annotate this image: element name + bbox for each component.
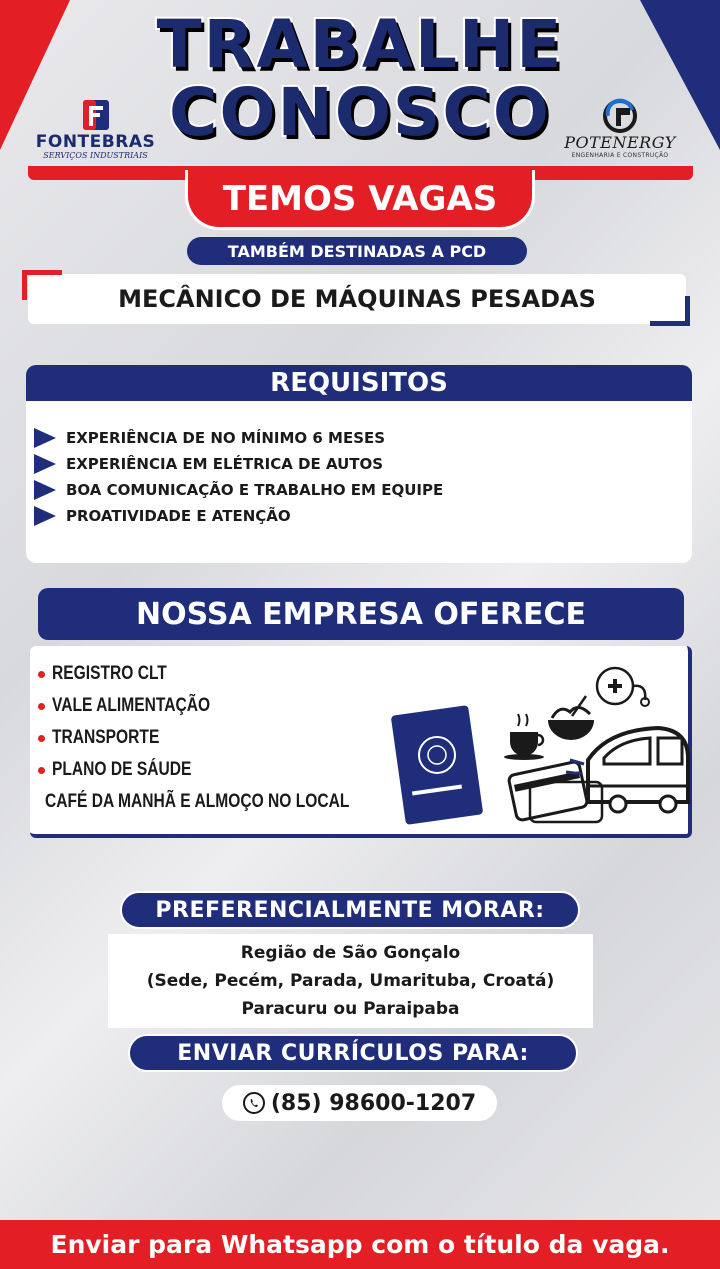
bullet-icon — [38, 735, 45, 742]
whatsapp-icon — [243, 1092, 265, 1114]
beneficio-text: TRANSPORTE — [52, 727, 160, 748]
localidade-line-3: Paracuru ou Paraipaba — [241, 999, 460, 1019]
decorative-bracket-navy — [650, 296, 690, 326]
bullet-icon — [38, 671, 45, 678]
job-title: MECÂNICO DE MÁQUINAS PESADAS — [28, 274, 686, 324]
potenergy-logo — [550, 98, 690, 159]
potenergy-subtitle: ENGENHARIA E CONSTRUÇÃO — [571, 151, 669, 159]
title-line-2: CONOSCO — [169, 74, 551, 151]
fontebras-logo — [28, 98, 163, 160]
beneficios-illustration — [390, 660, 690, 830]
arrow-right-icon — [34, 428, 56, 448]
beneficio-text: PLANO DE SÁUDE — [52, 759, 192, 780]
title-line-1: TRABALHE — [156, 6, 564, 83]
potenergy-logo-icon — [600, 98, 640, 134]
list-item — [34, 425, 674, 451]
arrow-right-icon — [34, 506, 56, 526]
requisitos-heading: REQUISITOS — [26, 365, 692, 401]
localidade-line-1: Região de São Gonçalo — [240, 943, 461, 963]
requisito-text: BOA COMUNICAÇÃO E TRABALHO EM EQUIPE — [66, 481, 444, 499]
food-bowl-icon — [548, 696, 594, 740]
oferece-card — [30, 646, 692, 838]
requisitos-list — [34, 425, 674, 529]
requisito-text: EXPERIÊNCIA EM ELÉTRICA DE AUTOS — [66, 455, 384, 473]
bullet-icon — [38, 767, 45, 774]
list-item — [34, 503, 674, 529]
footer-banner: Enviar para Whatsapp com o título da vaga. — [0, 1220, 720, 1269]
list-item — [38, 754, 398, 786]
list-item — [34, 477, 674, 503]
coffee-icon — [504, 714, 544, 760]
oferece-list — [38, 658, 398, 818]
list-item — [34, 451, 674, 477]
oferece-heading: NOSSA EMPRESA OFERECE — [38, 588, 684, 640]
beneficio-text: REGISTRO CLT — [52, 663, 167, 684]
health-plan-icon — [597, 668, 649, 706]
work-card-icon — [391, 705, 484, 825]
list-item — [38, 722, 398, 754]
localidade-line-2: (Sede, Pecém, Parada, Umarituba, Croatá) — [146, 971, 555, 991]
requisito-text: EXPERIÊNCIA DE NO MÍNIMO 6 MESES — [66, 429, 386, 447]
arrow-right-icon — [34, 480, 56, 500]
contato-heading: ENVIAR CURRÍCULOS PARA: — [128, 1034, 578, 1072]
pcd-badge: TAMBÉM DESTINADAS A PCD — [187, 237, 527, 265]
fontebras-subtitle: SERVIÇOS INDUSTRIAIS — [43, 151, 148, 160]
bullet-icon — [38, 703, 45, 710]
phone-number: (85) 98600-1207 — [270, 1090, 477, 1116]
list-item — [38, 690, 398, 722]
vagas-banner: TEMOS VAGAS — [185, 170, 535, 230]
localidade-card — [108, 934, 593, 1028]
requisito-text: PROATIVIDADE E ATENÇÃO — [66, 507, 291, 525]
fontebras-name: FONTEBRAS — [35, 132, 156, 152]
decorative-bracket-red — [22, 270, 62, 300]
whatsapp-contact[interactable] — [222, 1085, 497, 1121]
requisitos-card — [26, 365, 692, 563]
potenergy-name: POTENERGY — [564, 133, 676, 152]
beneficio-text: VALE ALIMENTAÇÃO — [52, 695, 211, 716]
arrow-right-icon — [34, 454, 56, 474]
list-item — [38, 786, 398, 818]
localidade-heading: PREFERENCIALMENTE MORAR: — [120, 891, 580, 929]
fontebras-logo-icon — [79, 98, 113, 132]
beneficio-text: CAFÉ DA MANHÃ E ALMOÇO NO LOCAL — [45, 791, 350, 812]
list-item — [38, 658, 398, 690]
